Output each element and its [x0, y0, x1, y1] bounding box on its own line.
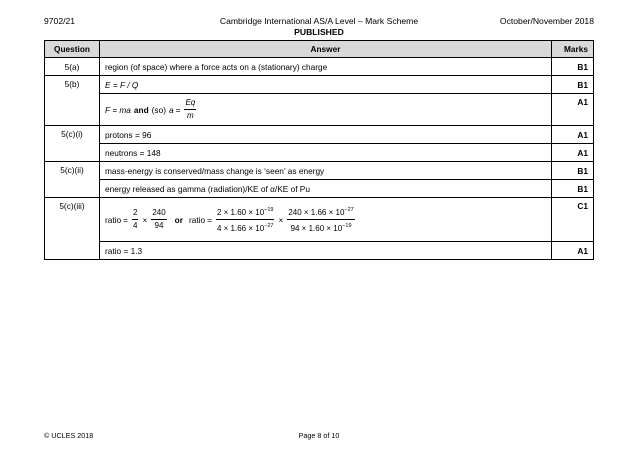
published-status: PUBLISHED — [294, 27, 344, 37]
mark-code: B1 — [552, 162, 594, 180]
answer-text: ratio = 1.3 — [100, 242, 552, 260]
answer-text: mass-energy is conserved/mass change is ‘seen’ as energy — [100, 162, 552, 180]
question-number: 5(c)(ii) — [45, 162, 100, 198]
mark-code: B1 — [552, 180, 594, 198]
so-label: (so) — [151, 104, 166, 115]
answer-text: neutrons = 148 — [100, 144, 552, 162]
fraction: $\frac{240}{94}$ — [152, 208, 166, 230]
formula-text: F = ma — [105, 104, 131, 115]
table-row — [45, 242, 594, 260]
answer-text: region (of space) where a force acts on a (stationary) charge — [100, 58, 552, 76]
paper-code: 9702/21 — [44, 16, 76, 26]
mark-code: A1 — [552, 144, 594, 162]
fraction: $\frac{240 \times 1.66 \times 10^{-27}}{94 \times 1.60 \times 10^{-19}}$ — [288, 207, 354, 233]
question-number: 5(c)(iii) — [45, 198, 100, 260]
table-row — [45, 126, 594, 144]
mark-code: A1 — [552, 242, 594, 260]
answer-text: energy released as gamma (radiation)/KE of α/KE of Pu — [100, 180, 552, 198]
answer-column-header: Answer — [100, 41, 552, 58]
formula-variable: a — [168, 104, 174, 115]
answer-text: protons = 96 — [100, 126, 552, 144]
question-number: 5(a) — [45, 58, 100, 76]
question-number: 5(b) — [45, 76, 100, 126]
table-row — [45, 94, 594, 126]
mark-code: B1 — [552, 58, 594, 76]
ratio-label: ratio — [105, 214, 122, 225]
and-label: and — [133, 104, 149, 115]
mark-code: B1 — [552, 76, 594, 94]
exam-session: October/November 2018 — [499, 16, 594, 26]
copyright: © UCLES 2018 — [44, 431, 94, 440]
question-column-header: Question — [45, 41, 100, 58]
fraction: $\frac{Eq}{m}$ — [185, 98, 196, 120]
mark-code: A1 — [552, 126, 594, 144]
fraction: $\frac{2}{4}$ — [133, 208, 138, 230]
table-row — [45, 180, 594, 198]
fraction: $\frac{2 \times 1.60 \times 10^{-19}}{4 \times 1.66 \times 10^{-27}}$ — [216, 207, 274, 233]
marks-column-header: Marks — [552, 41, 594, 58]
ratio-label: ratio — [188, 214, 206, 225]
table-row — [45, 144, 594, 162]
page-number: Page 8 of 10 — [298, 431, 340, 440]
or-label: or — [174, 214, 183, 225]
answer-formula: ratio = $\frac{2}{4}$ × $\frac{240}{94}$ or ratio = $\frac{2 \times 1.60 \times 10^{-19}}{4 \times 1.66 \times 10^{-27}}$ × $\frac{240 \times 1.66 \times 10^{-27}}{94 \times 1.60 \times 10^{-19}}$ — [100, 198, 552, 242]
mark-scheme-table — [44, 40, 594, 260]
table-row — [45, 58, 594, 76]
answer-formula: F = ma and (so) a = $\frac{Eq}{m}$ — [100, 94, 552, 126]
question-number: 5(c)(i) — [45, 126, 100, 162]
table-row — [45, 198, 594, 242]
table-header-row — [45, 41, 594, 58]
table-row — [45, 76, 594, 94]
answer-text: E = F / Q — [100, 76, 552, 94]
table-row — [45, 162, 594, 180]
mark-code: C1 — [552, 198, 594, 242]
document-title: Cambridge International AS/A Level – Mark Scheme — [219, 16, 419, 26]
mark-code: A1 — [552, 94, 594, 126]
